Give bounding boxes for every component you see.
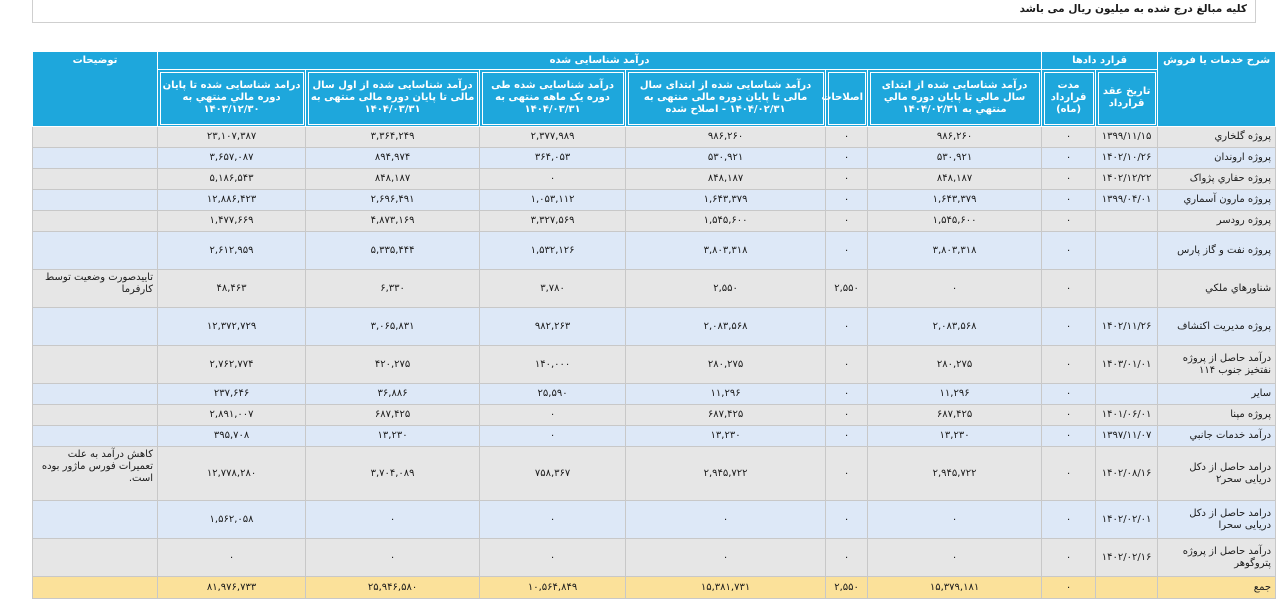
row-duration: ۰ (1042, 270, 1096, 308)
row-rev-start: ۶۸۷,۴۲۵ (868, 405, 1042, 426)
row-rev-ytd: ۸۴۸,۱۸۷ (306, 169, 480, 190)
total-adjust: ۲,۵۵۰ (826, 577, 868, 599)
row-date: ۱۴۰۲/۰۸/۱۶ (1096, 447, 1158, 501)
row-rev-prev: ۳,۶۵۷,۰۸۷ (158, 148, 306, 169)
row-rev-adjusted: ۵۳۰,۹۲۱ (626, 148, 826, 169)
row-rev-adjusted: ۲,۹۴۵,۷۲۲ (626, 447, 826, 501)
row-duration: ۰ (1042, 405, 1096, 426)
row-rev-ytd: ۴۲۰,۲۷۵ (306, 346, 480, 384)
row-adjust: ۰ (826, 426, 868, 447)
row-desc (33, 501, 158, 539)
row-name: پروژه حفاري پژواک (1158, 169, 1276, 190)
header-service: شرح خدمات یا فروش (1158, 52, 1276, 127)
header-rev-month: درآمد شناسایی شده طی دوره یک ماهه منتهی به ۱۴۰۴/۰۳/۳۱ (480, 70, 626, 127)
row-rev-month: ۱,۵۳۲,۱۲۶ (480, 232, 626, 270)
note-box (32, 0, 1256, 23)
row-desc (33, 127, 158, 148)
row-adjust: ۰ (826, 447, 868, 501)
row-date (1096, 211, 1158, 232)
row-name: درآمد حاصل از پروژه نفتخیز جنوب ۱۱۴ (1158, 346, 1276, 384)
row-rev-ytd: ۳,۰۶۵,۸۳۱ (306, 308, 480, 346)
row-rev-prev: ۱۲,۸۸۶,۴۲۳ (158, 190, 306, 211)
row-rev-start: ۹۸۶,۲۶۰ (868, 127, 1042, 148)
table-row (33, 447, 1276, 501)
row-rev-month: ۷۵۸,۳۶۷ (480, 447, 626, 501)
row-duration: ۰ (1042, 308, 1096, 346)
row-rev-ytd: ۴,۸۷۳,۱۶۹ (306, 211, 480, 232)
row-rev-ytd: ۵,۳۳۵,۴۴۴ (306, 232, 480, 270)
row-rev-adjusted: ۱۳,۲۳۰ (626, 426, 826, 447)
row-rev-start: ۳,۸۰۳,۳۱۸ (868, 232, 1042, 270)
table-row (33, 270, 1276, 308)
row-adjust: ۰ (826, 539, 868, 577)
row-name: درامد حاصل از دکل دریایی سحرا (1158, 501, 1276, 539)
row-rev-adjusted: ۰ (626, 501, 826, 539)
row-rev-prev: ۱۲,۳۷۲,۷۲۹ (158, 308, 306, 346)
row-desc (33, 426, 158, 447)
total-rev-start: ۱۵,۳۷۹,۱۸۱ (868, 577, 1042, 599)
total-duration: ۰ (1042, 577, 1096, 599)
row-rev-adjusted: ۶۸۷,۴۲۵ (626, 405, 826, 426)
table-row (33, 346, 1276, 384)
row-duration: ۰ (1042, 148, 1096, 169)
row-adjust: ۰ (826, 384, 868, 405)
row-rev-start: ۰ (868, 539, 1042, 577)
row-rev-month: ۲,۳۷۷,۹۸۹ (480, 127, 626, 148)
row-desc (33, 148, 158, 169)
row-name: پروژه مدیریت اکتشاف (1158, 308, 1276, 346)
row-duration: ۰ (1042, 211, 1096, 232)
row-duration: ۰ (1042, 539, 1096, 577)
row-rev-ytd: ۱۳,۲۳۰ (306, 426, 480, 447)
row-rev-ytd: ۲,۶۹۶,۴۹۱ (306, 190, 480, 211)
table-row (33, 539, 1276, 577)
header-contract-duration: مدت قرارداد (ماه) (1042, 70, 1096, 127)
row-name: پروژه رودسر (1158, 211, 1276, 232)
row-rev-month: ۳,۳۲۷,۵۶۹ (480, 211, 626, 232)
row-rev-prev: ۲,۸۹۱,۰۰۷ (158, 405, 306, 426)
row-rev-ytd: ۰ (306, 539, 480, 577)
row-adjust: ۰ (826, 190, 868, 211)
row-adjust: ۲,۵۵۰ (826, 270, 868, 308)
row-adjust: ۰ (826, 127, 868, 148)
row-desc (33, 405, 158, 426)
row-desc (33, 190, 158, 211)
row-rev-start: ۱۳,۲۳۰ (868, 426, 1042, 447)
row-adjust: ۰ (826, 346, 868, 384)
row-rev-prev: ۱,۵۶۲,۰۵۸ (158, 501, 306, 539)
total-row (33, 577, 1276, 599)
table-row (33, 190, 1276, 211)
header-rev-start: درآمد شناسایی شده از ابتدای سال مالي تا پایان دوره مالي منتهي به ۱۴۰۴/۰۲/۳۱ (868, 70, 1042, 127)
row-rev-month: ۰ (480, 426, 626, 447)
row-rev-month: ۱۴۰,۰۰۰ (480, 346, 626, 384)
row-rev-prev: ۲۳۷,۶۴۶ (158, 384, 306, 405)
row-adjust: ۰ (826, 232, 868, 270)
row-desc: کاهش درآمد به علت تعمیرات فورس ماژور بوده است. (33, 447, 158, 501)
row-rev-start: ۲,۹۴۵,۷۲۲ (868, 447, 1042, 501)
row-rev-adjusted: ۱,۶۴۳,۳۷۹ (626, 190, 826, 211)
row-desc (33, 539, 158, 577)
row-rev-start: ۰ (868, 501, 1042, 539)
header-description: توضیحات (33, 52, 158, 127)
row-desc (33, 232, 158, 270)
row-rev-month: ۰ (480, 539, 626, 577)
row-desc: تاییدصورت وضعیت توسط کارفرما (33, 270, 158, 308)
row-name: پروژه نفت و گاز پارس (1158, 232, 1276, 270)
row-adjust: ۰ (826, 501, 868, 539)
row-name: پروژه مارون آسماري (1158, 190, 1276, 211)
total-rev-ytd: ۲۵,۹۴۶,۵۸۰ (306, 577, 480, 599)
row-rev-ytd: ۸۹۴,۹۷۴ (306, 148, 480, 169)
row-rev-prev: ۵,۱۸۶,۵۴۳ (158, 169, 306, 190)
total-rev-adjusted: ۱۵,۳۸۱,۷۳۱ (626, 577, 826, 599)
row-rev-prev: ۱,۴۷۷,۶۶۹ (158, 211, 306, 232)
row-adjust: ۰ (826, 148, 868, 169)
row-adjust: ۰ (826, 308, 868, 346)
row-desc (33, 169, 158, 190)
row-rev-month: ۰ (480, 169, 626, 190)
header-rev-prev: درامد شناسایی شده تا پایان دوره مالي منتهي به ۱۴۰۳/۱۲/۳۰ (158, 70, 306, 127)
row-duration: ۰ (1042, 169, 1096, 190)
header-contract-date: تاریخ عقد قرارداد (1096, 70, 1158, 127)
row-name: درآمد خدمات جانبي (1158, 426, 1276, 447)
table-row (33, 308, 1276, 346)
row-rev-prev: ۲۳,۱۰۷,۳۸۷ (158, 127, 306, 148)
row-desc (33, 211, 158, 232)
row-duration: ۰ (1042, 127, 1096, 148)
row-rev-prev: ۴۸,۴۶۳ (158, 270, 306, 308)
row-name: درامد حاصل از دکل دریایی سحر۲ (1158, 447, 1276, 501)
row-name: ساير (1158, 384, 1276, 405)
row-adjust: ۰ (826, 169, 868, 190)
row-duration: ۰ (1042, 447, 1096, 501)
row-rev-start: ۲۸۰,۲۷۵ (868, 346, 1042, 384)
table-row (33, 426, 1276, 447)
row-rev-prev: ۲,۷۶۲,۷۷۴ (158, 346, 306, 384)
note-text: کلیه مبالغ درج شده به میلیون ریال می باشد (1019, 3, 1247, 15)
row-name: درآمد حاصل از پروژه پتروگوهر (1158, 539, 1276, 577)
row-date: ۱۴۰۲/۱۱/۲۶ (1096, 308, 1158, 346)
header-adjustments: اصلاحات (826, 70, 868, 127)
header-revenue-group: درآمد شناسایی شده (158, 52, 1042, 70)
row-rev-adjusted: ۱۱,۲۹۶ (626, 384, 826, 405)
row-date (1096, 270, 1158, 308)
row-rev-month: ۹۸۲,۲۶۳ (480, 308, 626, 346)
row-rev-month: ۱,۰۵۳,۱۱۲ (480, 190, 626, 211)
row-date: ۱۳۹۹/۱۱/۱۵ (1096, 127, 1158, 148)
table-row (33, 405, 1276, 426)
row-date: ۱۳۹۷/۱۱/۰۷ (1096, 426, 1158, 447)
total-date (1096, 577, 1158, 599)
row-date: ۱۴۰۳/۰۱/۰۱ (1096, 346, 1158, 384)
row-rev-ytd: ۶,۳۳۰ (306, 270, 480, 308)
row-rev-start: ۵۳۰,۹۲۱ (868, 148, 1042, 169)
row-rev-prev: ۲,۶۱۲,۹۵۹ (158, 232, 306, 270)
row-rev-start: ۲,۰۸۳,۵۶۸ (868, 308, 1042, 346)
table-row (33, 127, 1276, 148)
row-date (1096, 232, 1158, 270)
row-duration: ۰ (1042, 190, 1096, 211)
row-rev-adjusted: ۲,۵۵۰ (626, 270, 826, 308)
header-contracts-group: قرارد دادها (1042, 52, 1158, 70)
row-name: پروژه اروندان (1158, 148, 1276, 169)
row-rev-adjusted: ۹۸۶,۲۶۰ (626, 127, 826, 148)
table-row (33, 501, 1276, 539)
row-date: ۱۴۰۲/۱۲/۲۲ (1096, 169, 1158, 190)
row-date: ۱۴۰۲/۰۲/۰۱ (1096, 501, 1158, 539)
row-date: ۱۴۰۲/۰۲/۱۶ (1096, 539, 1158, 577)
row-rev-month: ۰ (480, 501, 626, 539)
row-duration: ۰ (1042, 426, 1096, 447)
row-name: شناورهاي ملكي (1158, 270, 1276, 308)
row-rev-prev: ۳۹۵,۷۰۸ (158, 426, 306, 447)
row-duration: ۰ (1042, 346, 1096, 384)
row-desc (33, 308, 158, 346)
row-rev-ytd: ۰ (306, 501, 480, 539)
row-rev-ytd: ۶۸۷,۴۲۵ (306, 405, 480, 426)
row-date: ۱۴۰۱/۰۶/۰۱ (1096, 405, 1158, 426)
row-rev-month: ۰ (480, 405, 626, 426)
total-desc (33, 577, 158, 599)
row-rev-month: ۲۵,۵۹۰ (480, 384, 626, 405)
row-duration: ۰ (1042, 232, 1096, 270)
row-rev-ytd: ۳,۷۰۴,۰۸۹ (306, 447, 480, 501)
table-row (33, 169, 1276, 190)
header-rev-adjusted: درآمد شناسایی شده از ابتدای سال مالی تا پایان دوره مالی منتهی به ۱۴۰۴/۰۲/۳۱ - اصلاح شده (626, 70, 826, 127)
row-adjust: ۰ (826, 211, 868, 232)
row-adjust: ۰ (826, 405, 868, 426)
row-rev-month: ۳۶۴,۰۵۳ (480, 148, 626, 169)
header-rev-ytd: درآمد شناسایی شده از اول سال مالی تا پایان دوره مالی منتهی به ۱۴۰۴/۰۳/۳۱ (306, 70, 480, 127)
revenue-table (32, 51, 1276, 599)
total-rev-prev: ۸۱,۹۷۶,۷۳۳ (158, 577, 306, 599)
row-rev-prev: ۰ (158, 539, 306, 577)
row-rev-start: ۱,۵۴۵,۶۰۰ (868, 211, 1042, 232)
row-rev-start: ۱,۶۴۳,۳۷۹ (868, 190, 1042, 211)
row-rev-adjusted: ۲,۰۸۳,۵۶۸ (626, 308, 826, 346)
row-name: پروژه گلخاري (1158, 127, 1276, 148)
row-rev-month: ۳,۷۸۰ (480, 270, 626, 308)
row-rev-prev: ۱۲,۷۷۸,۲۸۰ (158, 447, 306, 501)
table-row (33, 211, 1276, 232)
row-date: ۱۴۰۲/۱۰/۲۶ (1096, 148, 1158, 169)
row-rev-start: ۰ (868, 270, 1042, 308)
table-row (33, 384, 1276, 405)
row-rev-adjusted: ۳,۸۰۳,۳۱۸ (626, 232, 826, 270)
row-rev-ytd: ۳,۳۶۴,۲۴۹ (306, 127, 480, 148)
table-row (33, 148, 1276, 169)
row-rev-ytd: ۳۶,۸۸۶ (306, 384, 480, 405)
row-rev-adjusted: ۱,۵۴۵,۶۰۰ (626, 211, 826, 232)
row-name: پروژه مپنا (1158, 405, 1276, 426)
table-row (33, 232, 1276, 270)
row-rev-start: ۱۱,۲۹۶ (868, 384, 1042, 405)
row-date: ۱۳۹۹/۰۴/۰۱ (1096, 190, 1158, 211)
row-rev-adjusted: ۰ (626, 539, 826, 577)
row-desc (33, 346, 158, 384)
row-duration: ۰ (1042, 501, 1096, 539)
total-label: جمع (1158, 577, 1276, 599)
total-rev-month: ۱۰,۵۶۴,۸۴۹ (480, 577, 626, 599)
row-rev-adjusted: ۸۴۸,۱۸۷ (626, 169, 826, 190)
row-rev-start: ۸۴۸,۱۸۷ (868, 169, 1042, 190)
row-rev-adjusted: ۲۸۰,۲۷۵ (626, 346, 826, 384)
row-desc (33, 384, 158, 405)
row-date (1096, 384, 1158, 405)
row-duration: ۰ (1042, 384, 1096, 405)
